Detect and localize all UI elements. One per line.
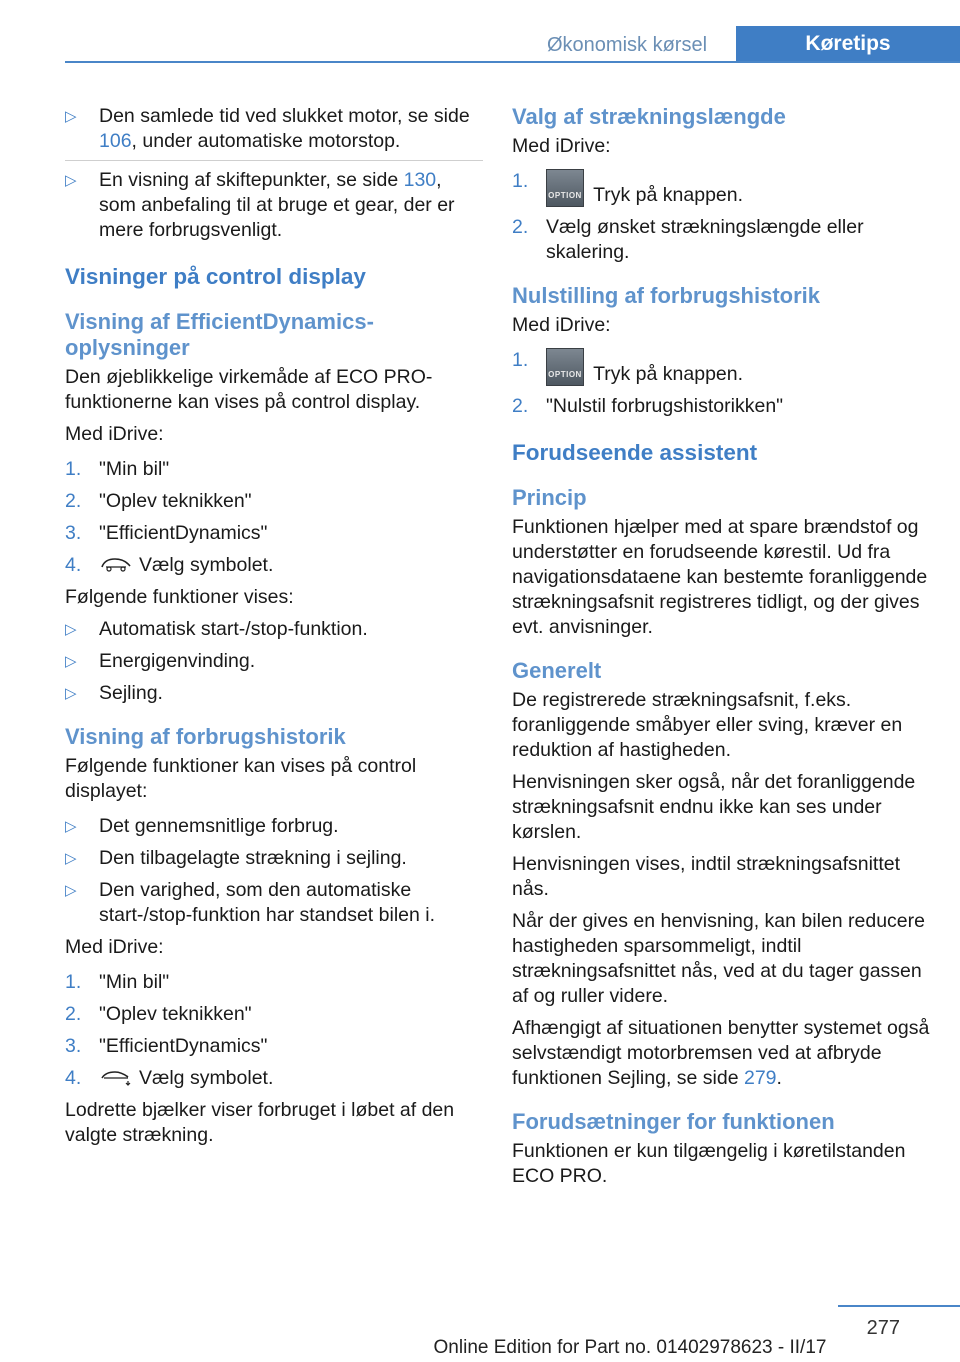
heading-principle: Princip (512, 485, 587, 510)
footer-rule (838, 1305, 960, 1307)
consumption-history-car-icon (99, 1068, 133, 1086)
heading-requirements: Forudsætninger for funktionen (512, 1109, 835, 1134)
list-item: 4. Vælg symbolet. (65, 554, 274, 576)
list-item: ▷ Den varighed, som den automatiske start-/stop-funktion har standset bilen i. (65, 879, 436, 926)
heading-distance-selection: Valg af strækningslængde (512, 104, 786, 129)
list-item: ▷ Den samlede tid ved slukket motor, se side 106, under automatiske motorstop. (65, 104, 483, 161)
triangle-bullet-icon: ▷ (65, 621, 77, 638)
header-section-title: Økonomisk kørsel (546, 34, 708, 56)
list-item: 2. "Oplev teknikken" (65, 1003, 252, 1025)
paragraph: Med iDrive: (65, 423, 164, 445)
paragraph: Den øjeblikkelige virkemåde af ECO PRO-funktionerne kan vises på control display. (65, 366, 433, 413)
list-item: 1. OPTION Tryk på knappen. (512, 170, 744, 206)
triangle-bullet-icon: ▷ (65, 172, 77, 189)
paragraph: Afhængigt af situationen benytter systemet også selvstændigt motorbremsen ved at afbryde funktionen Sejling, se side 279. (512, 1017, 930, 1089)
efficient-dynamics-car-icon (99, 555, 133, 573)
page-link[interactable]: 106 (99, 130, 132, 152)
paragraph: Funktionen er kun tilgængelig i køretilstanden ECO PRO. (512, 1140, 906, 1187)
list-item: 1. "Min bil" (65, 971, 170, 993)
list-item: ▷ Sejling. (65, 682, 163, 704)
triangle-bullet-icon: ▷ (65, 685, 77, 702)
paragraph: Når der gives en henvisning, kan bilen reducere hastigheden sparsommeligt, indtil strækningsafsnittet nås, ved at du tager gassen af og ruller videre. (512, 910, 925, 1007)
heading-consumption-history: Visning af forbrugshistorik (65, 724, 346, 749)
steps-list (65, 970, 483, 1091)
steps-list (512, 348, 932, 419)
header-chapter-tab: Køretips (736, 26, 960, 62)
right-column (512, 104, 932, 1196)
list-item: ▷ Det gennemsnitlige forbrug. (65, 815, 339, 837)
list-item: ▷ En visning af skiftepunkter, se side 130, som anbefaling til at bruge et gear, der er mere forbrugsvenligt. (65, 169, 455, 241)
heading-reset-history: Nulstilling af forbrugshistorik (512, 283, 821, 308)
steps-list (512, 169, 932, 265)
page-number: 277 (866, 1317, 900, 1339)
option-button-icon: OPTION (546, 169, 584, 207)
list-item: 3. "EfficientDynamics" (65, 522, 268, 544)
paragraph: De registrerede strækningsafsnit, f.eks. foranliggende småbyer eller sving, kræver en reduktion af hastigheden. (512, 689, 903, 761)
heading-predictive-assistant: Forudseende assistent (512, 440, 758, 465)
page-header (0, 0, 960, 62)
paragraph: Lodrette bjælker viser forbruget i løbet af den valgte strækning. (65, 1099, 455, 1146)
steps-list (65, 457, 483, 578)
list-item: 1. OPTION Tryk på knappen. (512, 349, 744, 385)
page-link[interactable]: 130 (403, 169, 437, 191)
triangle-bullet-icon: ▷ (65, 653, 77, 670)
paragraph: Henvisningen vises, indtil strækningsafsnittet nås. (512, 853, 901, 900)
option-button-icon: OPTION (546, 348, 584, 386)
functions-bullet-list (65, 617, 483, 706)
paragraph: Henvisningen sker også, når det foranliggende strækningsafsnit endnu ikke kan ses under kørslen. (512, 771, 916, 843)
header-rule (65, 61, 960, 63)
paragraph: Med iDrive: (512, 135, 611, 157)
triangle-bullet-icon: ▷ (65, 108, 77, 125)
triangle-bullet-icon: ▷ (65, 882, 77, 899)
heading-efficient-dynamics: Visning af EfficientDynamics-oplysninger (65, 309, 374, 360)
list-item: 3. "EfficientDynamics" (65, 1035, 268, 1057)
list-item: 2. Vælg ønsket strækningslængde eller skalering. (512, 216, 864, 263)
list-item: ▷ Automatisk start-/stop-funktion. (65, 618, 368, 640)
triangle-bullet-icon: ▷ (65, 850, 77, 867)
list-item: ▷ Den tilbagelagte strækning i sejling. (65, 847, 407, 869)
page-link[interactable]: 279 (743, 1067, 777, 1089)
list-item: 4. Vælg symbolet. (65, 1067, 274, 1089)
intro-bullet-list (65, 104, 483, 243)
left-column (65, 104, 483, 1155)
paragraph: Med iDrive: (512, 314, 611, 336)
history-bullet-list (65, 814, 483, 928)
list-item: 2. "Nulstil forbrugshistorikken" (512, 395, 784, 417)
triangle-bullet-icon: ▷ (65, 818, 77, 835)
heading-control-display: Visninger på control display (65, 264, 366, 289)
paragraph: Med iDrive: (65, 936, 164, 958)
list-item: ▷ Energigenvinding. (65, 650, 256, 672)
list-item: 1. "Min bil" (65, 458, 170, 480)
list-item: 2. "Oplev teknikken" (65, 490, 252, 512)
edition-line: Online Edition for Part no. 01402978623 - II/17 (433, 1337, 827, 1358)
paragraph: Følgende funktioner kan vises på control displayet: (65, 755, 417, 802)
heading-general: Generelt (512, 658, 602, 683)
paragraph: Følgende funktioner vises: (65, 586, 294, 608)
paragraph: Funktionen hjælper med at spare brændstof og understøtter en forudseende kørestil. Ud fra navigationsdataene kan bestemte foranliggende strækningsafsnit registreres tidligt, og der gives evt. anvisninger. (512, 516, 928, 638)
